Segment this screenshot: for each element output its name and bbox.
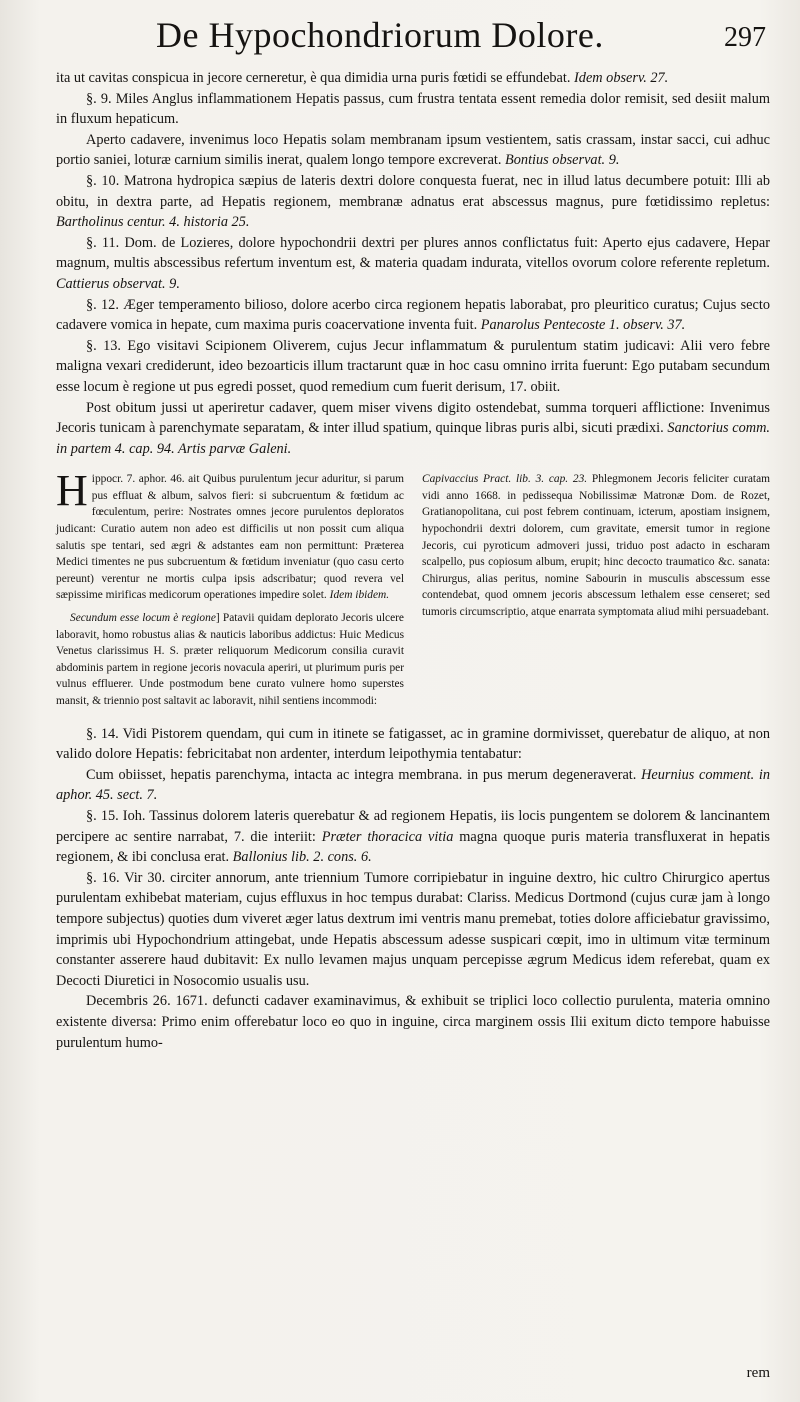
citation: Sanctorius comm. in partem 4. cap. 94. Artis parvæ Galeni. <box>56 420 771 457</box>
citation: Cattierus observat. 9. <box>56 275 180 292</box>
paragraph: Aperto cadavere, invenimus loco Hepatis solam membranam ipsum vestientem, satis crassam, instar sacci, cui adhuc portio saniei, loturæ carnium similis inerat, qualem longo tempore excreverat. Bontius observat. 9. <box>56 131 770 169</box>
catchword: rem <box>746 1365 770 1381</box>
citation: Ballonius lib. 2. cons. 6. <box>232 849 372 866</box>
lemma: Secundum esse locum è regione <box>70 612 216 625</box>
commentary-paragraph: Secundum esse locum è regione] Patavii quidam deplorato Jecoris ulcere laboravit, homo robustus alias & nauticis laboribus addictus: Huic Medicus Venetus clarissimus H. S. præter reliquorum Medicorum consilia curavit abdominis partem in regione jecoris novacula aperiri, ut plurimum puris per vulnus effluerer. Unde postmodum bene curato vulnere homo superstes mansit, & triennio post saltavit ac laboravit, nihil sentiens incommodi: <box>56 612 404 707</box>
paragraph-12: §. 12. Æger temperamento bilioso, dolore acerbo circa regionem hepatis laborabat, pro pleuritico curatus; Cujus secto cadavere vomica in hepate, cum maxima puris coacervatione inventa fuit. Panarolus Pentecoste 1. observ. 37. <box>56 296 770 334</box>
commentary-left-column <box>56 466 404 709</box>
drop-cap: H <box>56 466 88 516</box>
citation: Heurnius comment. in aphor. 45. sect. 7. <box>56 766 771 804</box>
page-header <box>56 8 770 68</box>
citation: Bontius observat. 9. <box>505 152 620 169</box>
citation: Idem ibidem. <box>329 589 390 602</box>
paragraph-15: §. 15. Ioh. Tassinus dolorem lateris querebatur & ad regionem Hepatis, iis locis pungentem se dolorem & lancinantem percipere ac sentire narrabat, 7. die interiit: Præter thoracica vitia magna quoque puris materia transfluxerat in hepatis regionem, & ibi conclusa erat. Ballonius lib. 2. cons. 6. <box>56 807 770 866</box>
commentary-columns <box>56 466 770 709</box>
commentary-paragraph: Hippocr. 7. aphor. 46. ait Quibus purulentum jecur aduritur, si parum pus effluat & album, salvos fieri: si subcruentum & fœtidum ac fœculentum, perire: Nostrates omnes jecore purulentos deploratos judicant: Curatio autem non adeo est difficilis ut non possit cum aliqua salutis spe tentari, sed ægri & adstantes eam non permittunt: Præterea Medici timentes ne pus subcruentum & fœtidum inveniatur (quo casu certo pereunt) verentur ne mortis culpa ipsis adscribatur; quod revera vel sæpissime mirificas medicorum operationes impedire solet. Idem ibidem. <box>56 466 404 602</box>
paragraph-9: §. 9. Miles Anglus inflammationem Hepatis passus, cum frustra tentata essent remedia dolor remisit, sed desiit malum in fluxum hepaticum. <box>56 90 770 128</box>
commentary-right-column <box>422 471 770 709</box>
paragraph-13: §. 13. Ego visitavi Scipionem Oliverem, cujus Jecur inflammatum & purulentum statim judicavi: Alii vero febre maligna vexari crediderunt, ideo bezoarticis illum tractarunt quæ in hoc casu omnino irrita fuerunt: Ego putabam secundum esse locum è regione ut pus egredi posset, quod remedium cum fuerit derisum, 17. obiit. <box>56 337 770 395</box>
running-title: De Hypochondriorum Dolore. <box>156 15 604 55</box>
main-text <box>56 68 770 459</box>
paragraph-11: §. 11. Dom. de Lozieres, dolore hypochondrii dextri per plures annos conflictatus fuit: Aperto ejus cadavere, Hepar magnum, multis abscessibus refertum inventum est, & materia quadam indurata, vitellos ovorum colore referente repletum. Cattierus observat. 9. <box>56 234 770 292</box>
paragraph: Post obitum jussi ut aperiretur cadaver, quem miser vivens digito ostendebat, summa torqueri afflictione: Invenimus Jecoris tunicam à parenchymate separatam, & inter illud spatium, quinque libras puris albi, sicuti prædixi. Sanctorius comm. in partem 4. cap. 94. Artis parvæ Galeni. <box>56 399 771 457</box>
paragraph: Cum obiisset, hepatis parenchyma, intacta ac integra membrana. in pus merum degeneraverat. Heurnius comment. in aphor. 45. sect. 7. <box>56 766 771 804</box>
citation: Capivaccius Pract. lib. 3. cap. 23. <box>422 473 588 486</box>
commentary-paragraph: Capivaccius Pract. lib. 3. cap. 23. Phlegmonem Jecoris feliciter curatam vidi anno 1668. in pedissequa Nobilissimæ Matronæ Dom. de Rozet, Gratianopolitana, cui post febrem continuam, icterum, apostiam insignem, hypochondrii dextri dolorem, cum gravitate, emersit tumor in regione Jecoris, cui pyroticum admoveri jussi, triduo post adacto in escharam scalpello, pus copiosum album, erupit; hinc decocto traumatico &c. sanata: Chirurgus, alias peritus, nomine Sabourin in musculis abscessum esse contendebat, quod omnem jecoris abscessum lethalem esse censeret; sed tumoris circumscriptio, atque enarrata symptomata aliud mihi persuadebant. <box>422 473 770 619</box>
page-number: 297 <box>724 22 766 53</box>
citation: Præter thoracica vitia <box>321 828 454 845</box>
citation: Bartholinus centur. 4. historia 25. <box>56 214 250 231</box>
paragraph-14: §. 14. Vidi Pistorem quendam, qui cum in itinete se fatigasset, ac in gramine dormivisset, querebatur de aliquo, at non valido dolore Hepatis: febricitabat non ardenter, interdum leipothymia tentabatur: <box>56 725 770 763</box>
citation: Panarolus Pentecoste 1. observ. 37. <box>480 317 686 334</box>
citation: Idem observ. 27. <box>574 70 669 86</box>
paragraph-10: §. 10. Matrona hydropica sæpius de lateris dextri dolore conquesta fuerat, nec in illud latus decumbere potuit: Illi ab obitu, in dextra parte, ad Hepatis regionem, membranæ adnatus erat abscessus magnus, pure fœtidissimo repletus: Bartholinus centur. 4. historia 25. <box>56 172 770 231</box>
paragraph: Decembris 26. 1671. defuncti cadaver examinavimus, & exhibuit se triplici loco collectio purulenta, materia omnino existente diversa: Primo enim offerebatur loco eo quo in inguine, circa marginem ossis Ilii exitum dicto tempore habuisse purulentum humo- <box>56 993 770 1051</box>
paragraph: ita ut cavitas conspicua in jecore cerneretur, è qua dimidia urna puris fœtidi se effundebat. Idem observ. 27. <box>56 70 669 86</box>
paragraph-16: §. 16. Vir 30. circiter annorum, ante triennium Tumore corripiebatur in inguine dextro, hic cultro Chirurgico apertus purulentam exhibebat materiam, cujus effluxus in hoc tempus durabat: Clariss. Medicus Dortmond (cujus curæ jam à longo tempore subjectus) quoties dum viveret æger latus dextrum imi ventris manu premebat, toties dolore afficiebatur gravissimo, imprimis ubi Hypochondrium attingebat, unde Hepatis abscessum adesse suspicari cœpit, imo in ultimum vitæ terminum constanter asserere haud dubitavit: Ex nullo levamen majus unquam percepisse ægrum Medicus idem referebat, quam ex Decocti Diuretici in Nosocomio usualis usu. <box>56 869 770 989</box>
main-text-continued <box>56 724 770 1054</box>
